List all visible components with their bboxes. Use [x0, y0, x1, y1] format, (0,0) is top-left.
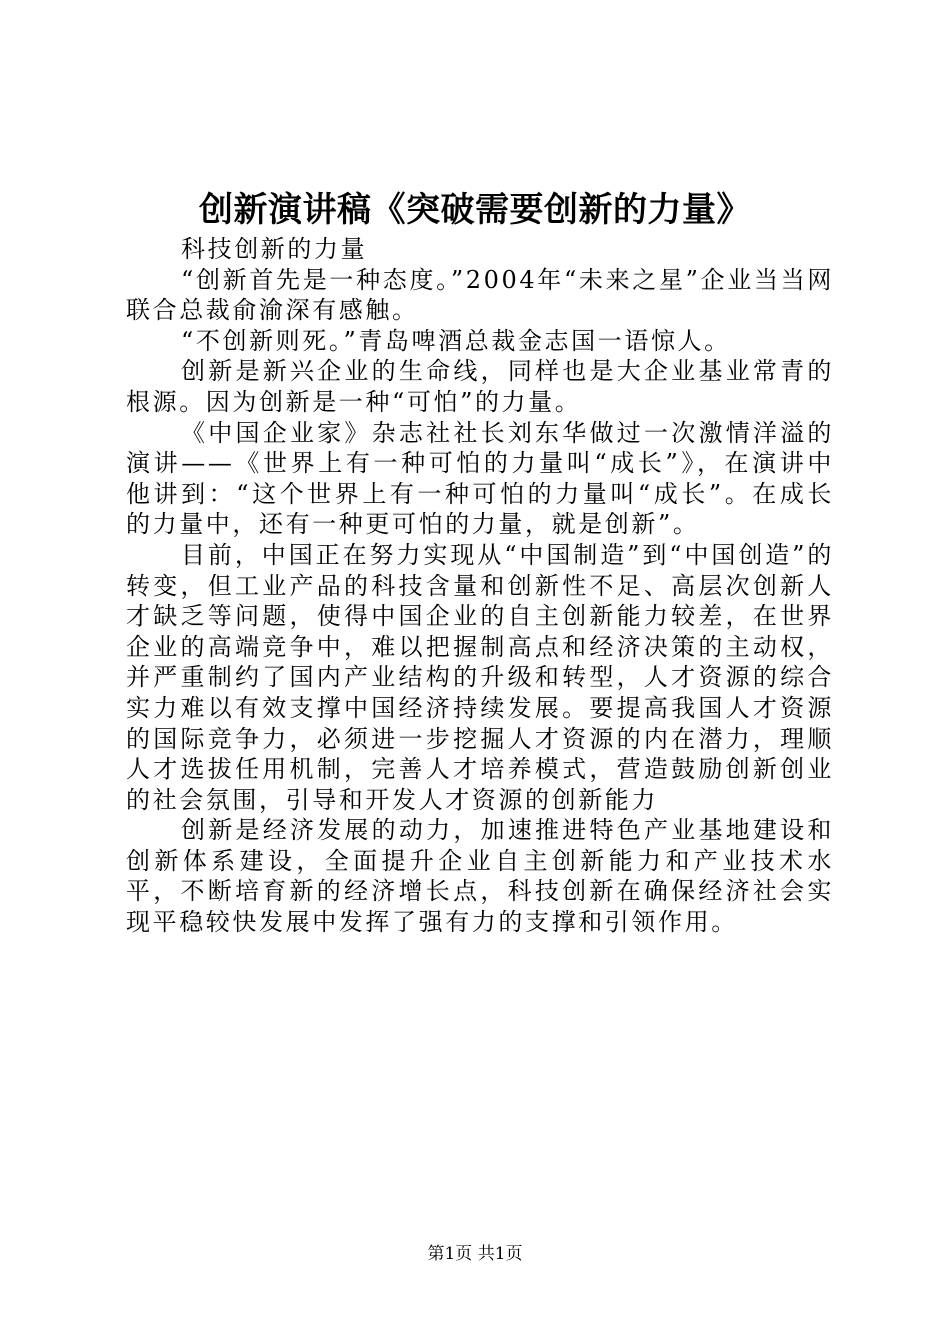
paragraph-heading: 科技创新的力量: [181, 235, 368, 263]
paragraph-china-transformation: 目前，中国正在努力实现从“中国制造”到“中国创造”的转变，但工业产品的科技含量和创新性不足、高层次创新人才缺乏等问题，使得中国企业的自主创新能力较差，在世界企业的高端竞争中，难以把握制高点和经济决策的主动权，并严重制约了国内产业结构的升级和转型，人才资源的综合实力难以有效支撑中国经济持续发展。要提高我国人才资源的国际竞争力，必须进一步挖掘人才资源的内在潜力，理顺人才选拔任用机制，完善人才培养模式，营造鼓励创新创业的社会氛围，引导和开发人才资源的创新能力: [126, 540, 834, 814]
paragraph-quote-tsingtao: “不创新则死。”青岛啤酒总裁金志国一语惊人。: [181, 326, 731, 355]
paragraph-speech: 《中国企业家》杂志社社长刘东华做过一次激情洋溢的演讲——《世界上有一种可怕的力量叫“成长”》，在演讲中他讲到：“这个世界上有一种可怕的力量叫“成长”。在成长的力量中，还有一种更可怕的力量，就是创新”。: [126, 418, 834, 539]
paragraph-lifeline: 创新是新兴企业的生命线，同样也是大企业基业常青的根源。因为创新是一种“可怕”的力量。: [126, 357, 834, 416]
page-number: 第1页: [427, 1244, 473, 1264]
page-total: 共1页: [477, 1244, 523, 1264]
document-title: 创新演讲稿《突破需要创新的力量》: [199, 190, 751, 230]
paragraph-quote-dangdang: “创新首先是一种态度。”2004年“未来之星”企业当当网联合总裁俞渝深有感触。: [126, 265, 834, 325]
page-footer: [0, 1242, 950, 1266]
paragraph-economic-driver: 创新是经济发展的动力，加速推进特色产业基地建设和创新体系建设，全面提升企业自主创新能力和产业技术水平，不断培育新的经济增长点，科技创新在确保经济社会实现平稳较快发展中发挥了强有力的支撑和引领作用。: [126, 816, 834, 937]
document-body: [126, 234, 834, 938]
